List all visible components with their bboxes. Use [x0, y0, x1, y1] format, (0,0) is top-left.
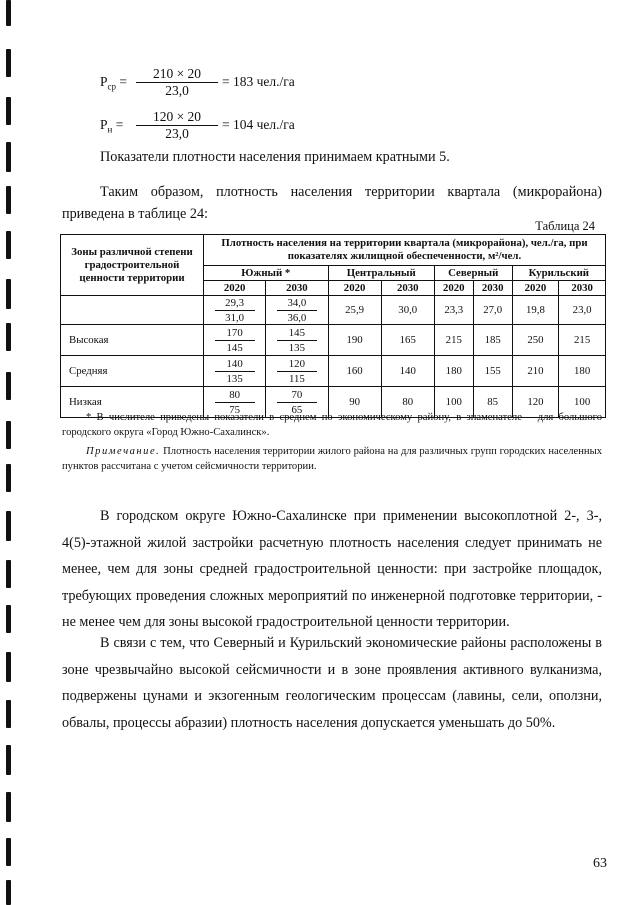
table-cell: 100 [434, 387, 473, 418]
table-cell: 180 [434, 356, 473, 387]
table-cell: 80 [381, 387, 434, 418]
formula-min-density: $P_н$ = 120 × 20 23,0 = 104 чел./га [100, 109, 295, 141]
table-cell: 120 [512, 387, 559, 418]
table-cell: 155 [473, 356, 512, 387]
paragraph-multiple-of-five: Показатели плотности населения принимаем кратными 5. [100, 149, 450, 165]
formula-result: = 183 чел./га [222, 74, 295, 89]
table-row [61, 356, 606, 387]
region-header-south: Южный * [204, 266, 329, 281]
paragraph-yuzhno-sakhalinsk: В городском округе Южно-Сахалинске при применении высокоплотной 2-, 3-, 4(5)-этажной жилой застройки расчетную плотность населения следует принимать не менее, чем для зоны средней градостроительной ценности: при застройке площадок, требующих проведения сложных мероприятий по инженерной подготовке территории, - не менее чем для зоны высокой градостроительной ценности территории. [62, 508, 602, 630]
year-header: 2030 [381, 281, 434, 296]
table-row [61, 325, 606, 356]
cell-numerator: 29,3 [225, 296, 245, 309]
formula-numerator: 120 × 20 [152, 109, 202, 124]
density-table [60, 234, 606, 418]
cell-denominator: 36,0 [287, 311, 307, 324]
table-caption: Таблица 24 [535, 219, 595, 233]
row-label: Высокая [61, 325, 204, 356]
year-header: 2030 [473, 281, 512, 296]
formula-denominator: 23,0 [165, 126, 189, 141]
paragraph-north-kuril: В связи с тем, что Северный и Курильский экономические районы расположены в зоне чрезвычайно высокой сейсмичности и в зоне проявления активного вулканизма, подвержены цунами и экзогенным геологическим процессам (лавины, сели, оползни, обвалы, процессы абразии) плотность населения допускается уменьшать до 50%. [62, 635, 602, 731]
cell-denominator: 115 [288, 372, 305, 385]
table-cell: 250 [512, 325, 559, 356]
table-cell: 25,9 [328, 296, 381, 325]
formula-numerator: 210 × 20 [152, 66, 202, 81]
table-cell: 90 [328, 387, 381, 418]
table-cell: 160 [328, 356, 381, 387]
table-cell: 23,0 [559, 296, 606, 325]
cell-numerator: 145 [288, 326, 305, 339]
cell-denominator: 31,0 [225, 311, 245, 324]
formula-average-density: $P_{ср}$ = 210 × 20 23,0 = 183 чел./га [100, 66, 295, 98]
cell-numerator: 170 [226, 326, 243, 339]
year-header: 2020 [512, 281, 559, 296]
table-cell: 85 [473, 387, 512, 418]
region-header-kuril: Курильский [512, 266, 605, 281]
cell-denominator: 135 [288, 341, 305, 354]
row-label: Средняя [61, 356, 204, 387]
table-cell: 19,8 [512, 296, 559, 325]
cell-numerator: 70 [291, 388, 303, 401]
year-header: 2030 [266, 281, 328, 296]
formula-result: = 104 чел./га [222, 117, 295, 132]
cell-denominator: 135 [226, 372, 243, 385]
cell-numerator: 140 [226, 357, 243, 370]
row-label: Низкая [61, 387, 204, 418]
table-footnote: * В числителе приведены показатели в среднем по экономическому району, в знаменателе – для большого городского округа «Город Южно-Сахалинск». [62, 412, 602, 438]
page-number: 63 [593, 856, 607, 871]
cell-denominator: 145 [226, 341, 243, 354]
table-cell: 210 [512, 356, 559, 387]
table-cell: 140 [381, 356, 434, 387]
note-text: Плотность населения территории жилого района на для различных групп городских населенных пунктов рассчитана с учетом сейсмичности территории. [62, 446, 602, 472]
paragraph-table-intro: Таким образом, плотность населения территории квартала (микрорайона) приведена в таблице 24: [62, 184, 602, 222]
table-cell: 27,0 [473, 296, 512, 325]
region-header-north: Северный [434, 266, 512, 281]
table-cell: 215 [434, 325, 473, 356]
region-header-central: Центральный [328, 266, 434, 281]
table-note [62, 444, 602, 474]
note-label: Примечание. [86, 446, 161, 457]
cell-numerator: 80 [229, 388, 241, 401]
year-header: 2020 [328, 281, 381, 296]
table-cell: 215 [559, 325, 606, 356]
cell-numerator: 34,0 [287, 296, 307, 309]
zone-header: Зоны различной степени градостроительной ценности территории [61, 235, 204, 296]
row-label [61, 296, 204, 325]
year-header: 2020 [204, 281, 266, 296]
year-header: 2020 [434, 281, 473, 296]
cell-denominator: 65 [291, 403, 303, 416]
table-cell: 185 [473, 325, 512, 356]
table-cell: 23,3 [434, 296, 473, 325]
table-cell: 30,0 [381, 296, 434, 325]
table-cell: 165 [381, 325, 434, 356]
table-cell: 190 [328, 325, 381, 356]
main-header: Плотность населения на территории квартала (микрорайона), чел./га, при показателях жилищной обеспеченности, м²/чел. [204, 235, 606, 266]
cell-denominator: 75 [229, 403, 241, 416]
year-header: 2030 [559, 281, 606, 296]
formula-denominator: 23,0 [165, 83, 189, 98]
table-cell: 180 [559, 356, 606, 387]
cell-numerator: 120 [288, 357, 305, 370]
table-cell: 100 [559, 387, 606, 418]
table-row [61, 296, 606, 325]
